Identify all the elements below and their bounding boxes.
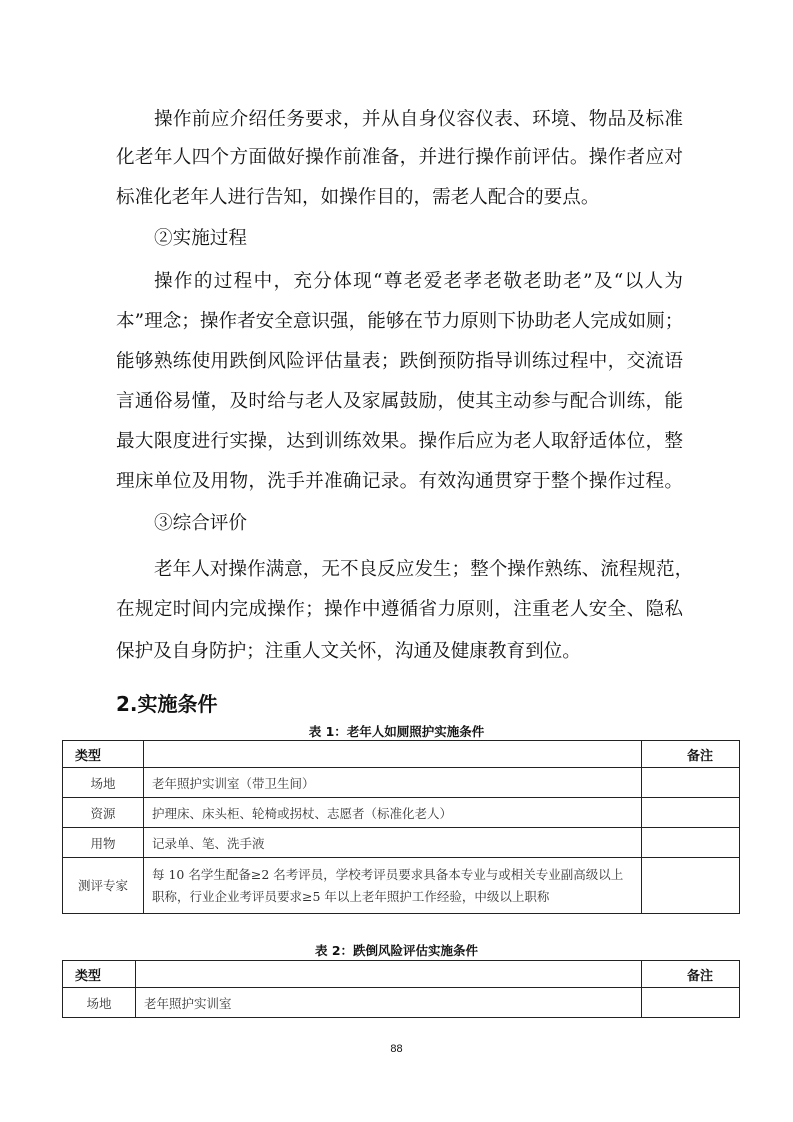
paragraph-line: 老年人对操作满意，无不良反应发生；整个操作熟练、流程规范， [154, 559, 694, 580]
cell: 老年照护实训室 [136, 988, 642, 1018]
table-header-row [63, 741, 740, 768]
cell [642, 798, 740, 828]
table-header-row [63, 961, 740, 988]
table-row [63, 798, 740, 828]
cell [642, 828, 740, 858]
cell [642, 858, 740, 914]
header-notes: 备注 [642, 741, 740, 768]
cell: 场地 [63, 768, 144, 798]
paragraph-line: 标准化老年人进行告知，如操作目的，需老人配合的要点。 [116, 187, 600, 208]
cell [642, 768, 740, 798]
cell: 老年照护实训室（带卫生间） [144, 768, 642, 798]
cell: 资源 [63, 798, 144, 828]
table1 [62, 740, 740, 914]
paragraph-line: 操作的过程中，充分体现“尊老爱老孝老敬老助老”及“以人为 [154, 271, 683, 292]
paragraph-line: 保护及自身防护；注重人文关怀，沟通及健康教育到位。 [116, 641, 581, 662]
subheading: ③综合评价 [154, 513, 247, 534]
table2-caption: 表 2：跌倒风险评估实施条件 [314, 943, 479, 958]
table-row [63, 858, 740, 914]
header-content [136, 961, 642, 988]
header-content [144, 741, 642, 768]
paragraph-line: 理床单位及用物，洗手并准确记录。有效沟通贯穿于整个操作过程。 [116, 471, 683, 492]
paragraph-line: 化老年人四个方面做好操作前准备，并进行操作前评估。操作者应对 [116, 147, 683, 168]
cell [642, 988, 740, 1018]
header-type: 类型 [63, 741, 144, 768]
table1-caption: 表 1：老年人如厕照护实施条件 [308, 724, 485, 739]
cell: 测评专家 [63, 858, 144, 914]
table-row [63, 828, 740, 858]
cell: 记录单、笔、洗手液 [144, 828, 642, 858]
paragraph-line: 本”理念；操作者安全意识强，能够在节力原则下协助老人完成如厕； [116, 311, 684, 332]
cell: 护理床、床头柜、轮椅或拐杖、志愿者（标准化老人） [144, 798, 642, 828]
paragraph-line: 言通俗易懂，及时给与老人及家属鼓励，使其主动参与配合训练，能 [116, 391, 683, 412]
table-row [63, 988, 740, 1018]
header-notes: 备注 [642, 961, 740, 988]
cell: 用物 [63, 828, 144, 858]
cell: 每 10 名学生配备≥2 名考评员，学校考评员要求具备本专业与或相关专业副高级以上职称，行业企业考评员要求≥5 年以上老年照护工作经验，中级以上职称 [144, 858, 642, 914]
page-number: 88 [390, 1043, 403, 1055]
header-type: 类型 [63, 961, 136, 988]
section-heading: 2.实施条件 [116, 692, 218, 716]
paragraph-line: 在规定时间内完成操作；操作中遵循省力原则，注重老人安全、隐私 [116, 599, 683, 620]
table-row [63, 768, 740, 798]
paragraph-line: 最大限度进行实操，达到训练效果。操作后应为老人取舒适体位，整 [116, 431, 683, 452]
subheading: ②实施过程 [154, 228, 247, 249]
paragraph-line: 能够熟练使用跌倒风险评估量表；跌倒预防指导训练过程中，交流语 [116, 351, 683, 372]
table2 [62, 960, 740, 1018]
cell: 场地 [63, 988, 136, 1018]
paragraph-line: 操作前应介绍任务要求，并从自身仪容仪表、环境、物品及标准 [154, 109, 683, 130]
